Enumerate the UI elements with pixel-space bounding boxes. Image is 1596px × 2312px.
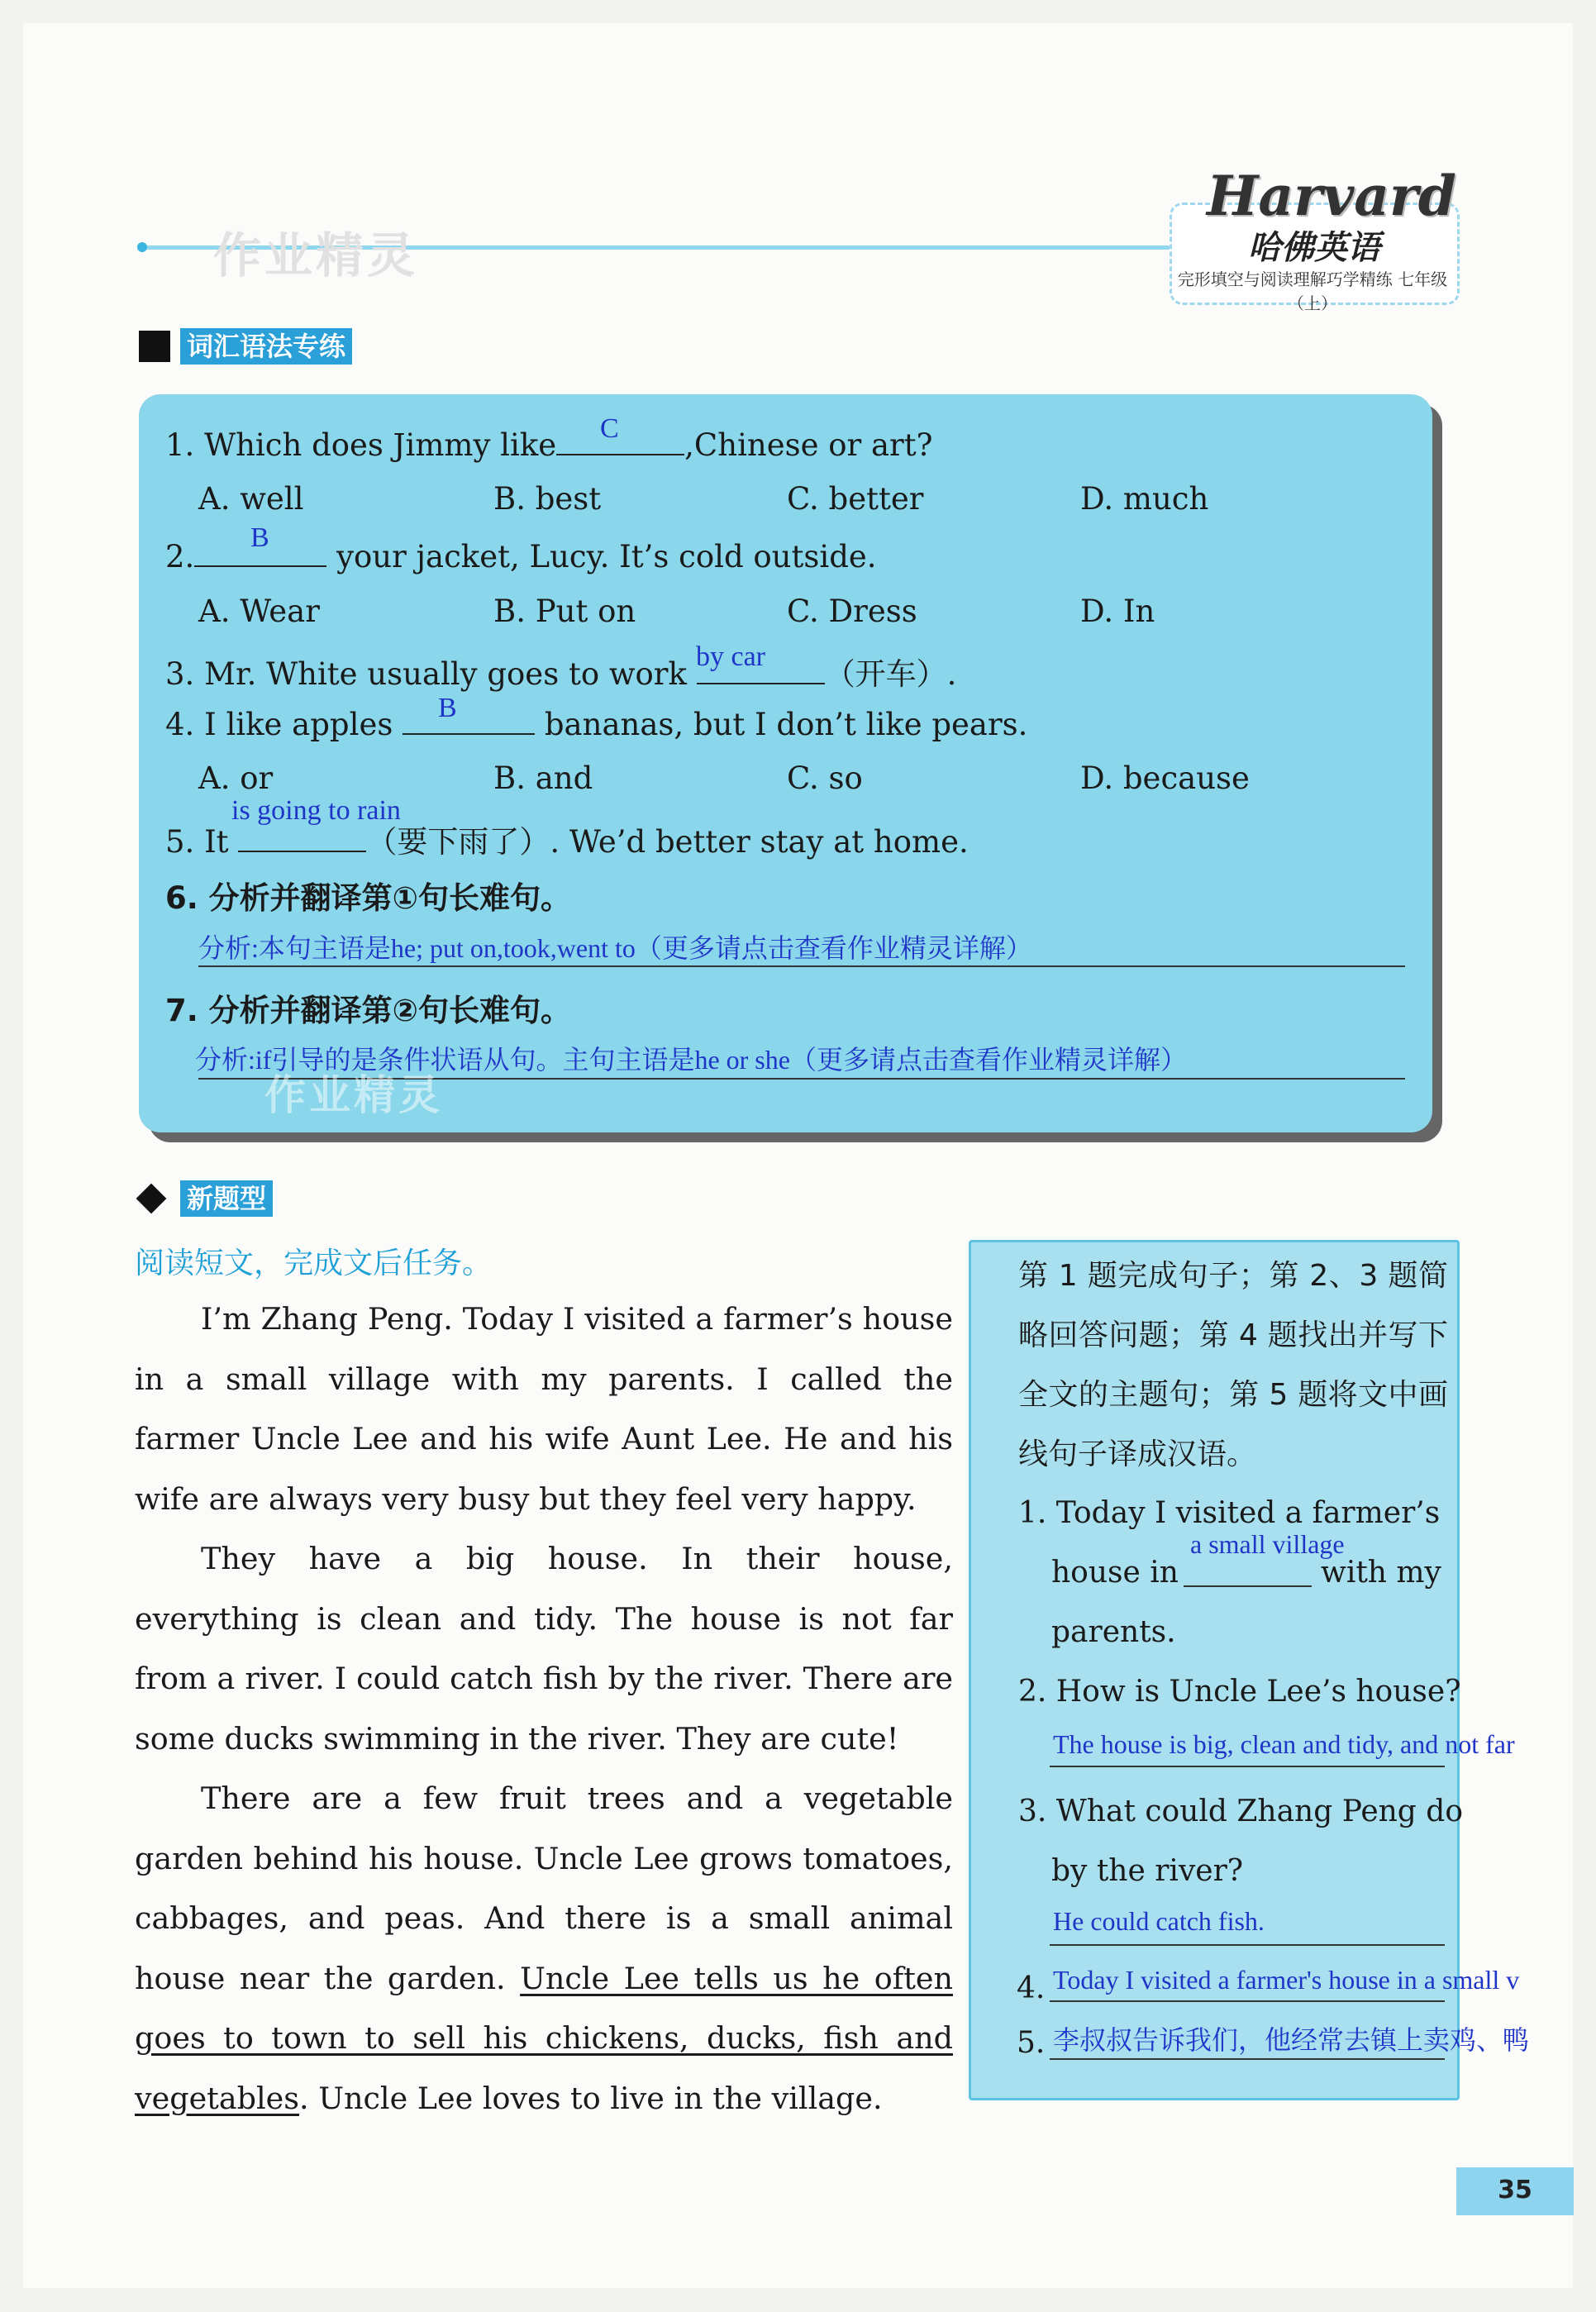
- answer-6: 分析:本句主语是he; put on,took,went to（更多请点击查看作业精灵详解）: [198, 933, 1032, 963]
- option-4c: C. so: [787, 760, 863, 796]
- answer-3: by car: [696, 641, 766, 672]
- task-1-line-2b: with my: [1321, 1556, 1441, 1590]
- task-3-line-1: 3. What could Zhang Peng do: [1018, 1795, 1464, 1828]
- answer-4: B: [438, 693, 457, 723]
- page-number: 35: [1498, 2176, 1532, 2205]
- option-1a: A. well: [198, 481, 304, 517]
- option-2d: D. In: [1080, 593, 1155, 629]
- section-title-new-type: 新题型: [180, 1180, 273, 1217]
- option-4d: D. because: [1080, 760, 1250, 796]
- question-3: 3. Mr. White usually goes to work （开车）.: [165, 656, 957, 692]
- option-2b: B. Put on: [493, 593, 636, 629]
- watermark-panel: 作业精灵: [264, 1071, 443, 1119]
- brand-chinese: 哈佛英语: [1248, 229, 1380, 267]
- task-3-answer: He could catch fish.: [1053, 1906, 1265, 1936]
- task-2-question: 2. How is Uncle Lee’s house?: [1018, 1675, 1461, 1709]
- task-5-number: 5.: [1017, 2026, 1046, 2060]
- task-1-line-1: 1. Today I visited a farmer’s: [1018, 1496, 1441, 1530]
- option-1c: C. better: [787, 481, 924, 517]
- task-2-answer: The house is big, clean and tidy, and not far: [1053, 1729, 1515, 1759]
- task-3-line: [1050, 1944, 1445, 1946]
- option-4b: B. and: [493, 760, 593, 796]
- option-1b: B. best: [493, 481, 602, 517]
- brand-subtitle: 完形填空与阅读理解巧学精练 七年级（上）: [1177, 269, 1448, 313]
- task-1-line-3: parents.: [1051, 1615, 1176, 1649]
- question-1: 1. Which does Jimmy like ,Chinese or art?: [165, 427, 933, 463]
- tasks-instructions: 第 1 题完成句子；第 2、3 题简略回答问题；第 4 题找出并写下全文的主题句；第 5 题将文中画线句子译成汉语。: [1018, 1259, 1448, 1471]
- passage-paragraph-3: There are a few fruit trees and a vegetable garden behind his house. Uncle Lee grows tomatoes, cabbages, and peas. And there is a small animal house near the garden. Uncle Lee tells us he often goes to town to sell his chickens, ducks, fish and vegetables. Uncle Lee loves to live in the village.: [135, 1780, 953, 2116]
- task-5-answer: 李叔叔告诉我们，他经常去镇上卖鸡、鸭: [1053, 2025, 1530, 2055]
- brand-english: Harvard: [1207, 164, 1456, 228]
- option-2c: C. Dress: [787, 593, 917, 629]
- task-4-number: 4.: [1017, 1971, 1046, 2005]
- section-square-icon: [139, 331, 170, 362]
- option-2a: A. Wear: [198, 593, 320, 629]
- underlined-sentence: Uncle Lee tells us he often goes to town to sell his chickens, ducks, fish and vegetables: [135, 1960, 953, 2116]
- task-4-line: [1050, 2000, 1445, 2002]
- question-4: 4. I like apples bananas, but I don’t like pears.: [165, 707, 1028, 742]
- question-5: 5. It （要下雨了）. We’d better stay at home.: [165, 824, 969, 860]
- task-3-line-2: by the river?: [1051, 1854, 1244, 1888]
- task-1-blank: [1184, 1585, 1312, 1587]
- question-2: 2. your jacket, Lucy. It’s cold outside.: [165, 539, 877, 574]
- header-rule-dot: [137, 242, 147, 252]
- task-2-line: [1050, 1766, 1445, 1767]
- passage-paragraph-2: They have a big house. In their house, everything is clean and tidy. The house is not far from a river. I could catch fish by the river. There are some ducks swimming in the river. They are cute!: [135, 1541, 953, 1757]
- option-1d: D. much: [1080, 481, 1209, 517]
- task-4-answer: Today I visited a farmer's house in a small v: [1053, 1965, 1520, 1995]
- passage-paragraph-1: I’m Zhang Peng. Today I visited a farmer’s house in a small village with my parents. I called the farmer Uncle Lee and his wife Aunt Lee. He and his wife are always very busy but they feel very happy.: [135, 1301, 953, 1517]
- task-1-answer: a small village: [1190, 1529, 1345, 1559]
- answer-7: 分析:if引导的是条件状语从句。主句主语是he or she（更多请点击查看作业精灵详解）: [195, 1045, 1187, 1075]
- answer-5: is going to rain: [231, 795, 401, 826]
- reading-instruction: 阅读短文，完成文后任务。: [135, 1247, 493, 1280]
- question-6: 6. 分析并翻译第①句长难句。: [165, 880, 572, 916]
- answer-6-line: [198, 965, 1405, 967]
- answer-2: B: [250, 522, 269, 553]
- question-7: 7. 分析并翻译第②句长难句。: [165, 993, 572, 1028]
- option-4a: A. or: [198, 760, 274, 796]
- task-5-line: [1050, 2058, 1445, 2060]
- answer-1: C: [600, 413, 619, 444]
- section-title-vocab: 词汇语法专练: [180, 328, 352, 365]
- task-1-line-2a: house in: [1051, 1556, 1179, 1590]
- watermark-logo: 作业精灵: [213, 227, 419, 284]
